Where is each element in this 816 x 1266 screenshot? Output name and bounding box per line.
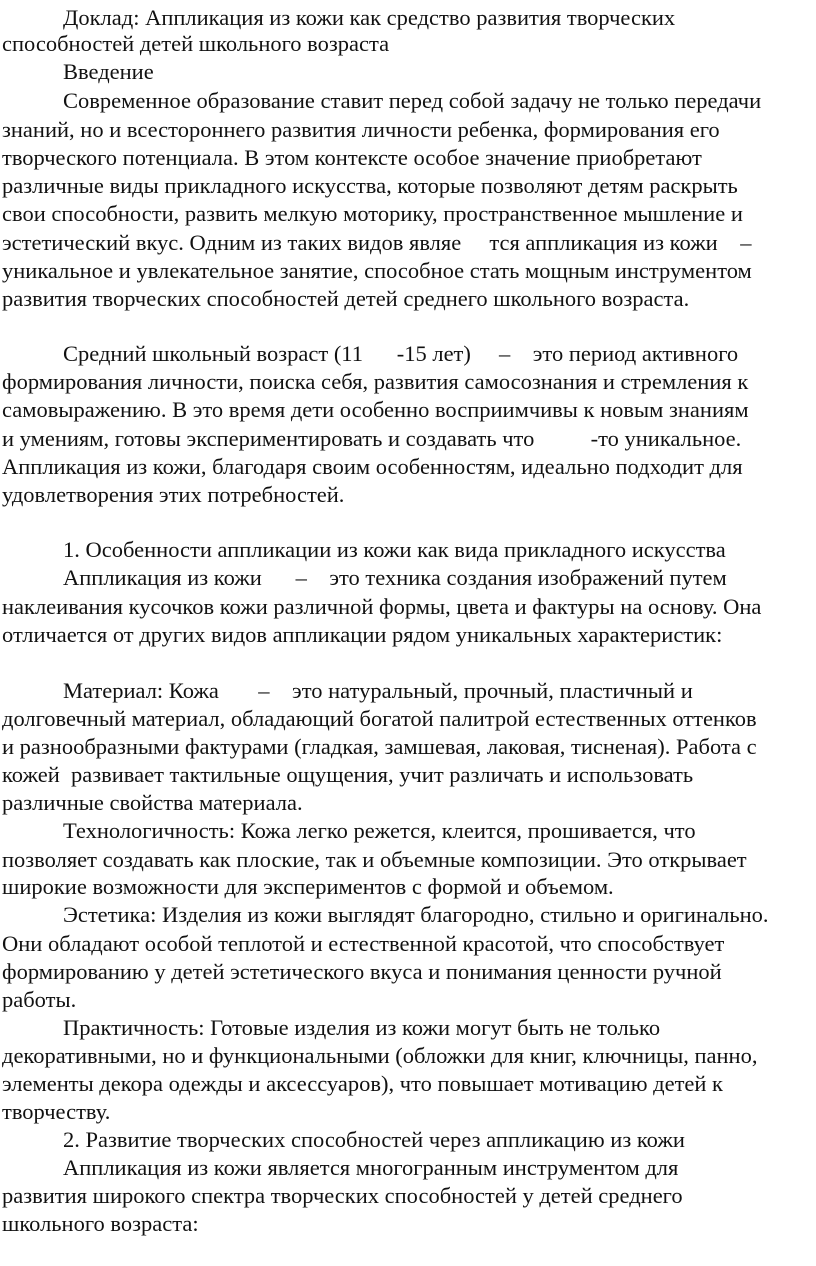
paragraph-line: Аппликация из кожи – это техника создания изображений путем: [63, 565, 727, 590]
paragraph-line: отличается от других видов аппликации рядом уникальных характеристик:: [2, 622, 723, 647]
paragraph-line: наклеивания кусочков кожи различной формы, цвета и фактуры на основу. Она: [2, 594, 762, 619]
list-item-line: широкие возможности для экспериментов с формой и объемом.: [2, 874, 614, 899]
section-heading: 2. Развитие творческих способностей через аппликацию из кожи: [63, 1127, 685, 1152]
section-heading: Введение: [63, 59, 154, 84]
paragraph-line: Аппликация из кожи является многогранным инструментом для: [63, 1155, 679, 1180]
list-item-line: кожей развивает тактильные ощущения, учит различать и использовать: [2, 762, 694, 787]
title-line-1: Доклад: Аппликация из кожи как средство развития творческих: [63, 5, 676, 30]
list-item-line: и разнообразными фактурами (гладкая, замшевая, лаковая, тисненая). Работа с: [2, 734, 757, 759]
list-item-line: творчеству.: [2, 1099, 111, 1124]
paragraph-line: самовыражению. В это время дети особенно восприимчивы к новым знаниям: [2, 397, 749, 422]
title-line-2: способностей детей школьного возраста: [2, 31, 390, 56]
paragraph-line: знаний, но и всестороннего развития личности ребенка, формирования его: [2, 117, 720, 142]
paragraph-line: творческого потенциала. В этом контексте особое значение приобретают: [2, 145, 702, 170]
paragraph-line: Современное образование ставит перед собой задачу не только передачи: [63, 88, 762, 113]
list-item-line: позволяет создавать как плоские, так и объемные композиции. Это открывает: [2, 847, 747, 872]
paragraph-line: формирования личности, поиска себя, развития самосознания и стремления к: [2, 369, 749, 394]
list-item-line: Практичность: Готовые изделия из кожи могут быть не только: [63, 1015, 661, 1040]
list-item-line: Материал: Кожа – это натуральный, прочный, пластичный и: [63, 678, 693, 703]
list-item-line: Технологичность: Кожа легко режется, клеится, прошивается, что: [63, 818, 696, 843]
list-item-line: различные свойства материала.: [2, 790, 303, 815]
list-item-line: формированию у детей эстетического вкуса и понимания ценности ручной: [2, 959, 722, 984]
list-item-line: работы.: [2, 987, 77, 1012]
paragraph-line: Аппликация из кожи, благодаря своим особенностям, идеально подходит для: [2, 454, 743, 479]
paragraph-line: школьного возраста:: [2, 1211, 199, 1236]
list-item-line: декоративными, но и функциональными (обложки для книг, ключницы, панно,: [2, 1043, 758, 1068]
paragraph-line: развития широкого спектра творческих способностей у детей среднего: [2, 1183, 683, 1208]
paragraph-line: удовлетворения этих потребностей.: [2, 482, 345, 507]
paragraph-line: и умениям, готовы экспериментировать и создавать что -то уникальное.: [2, 426, 742, 451]
section-heading: 1. Особенности аппликации из кожи как вида прикладного искусства: [63, 537, 726, 562]
list-item-line: Они обладают особой теплотой и естественной красотой, что способствует: [2, 931, 725, 956]
paragraph-line: различные виды прикладного искусства, которые позволяют детям раскрыть: [2, 173, 738, 198]
paragraph-line: уникальное и увлекательное занятие, способное стать мощным инструментом: [2, 258, 752, 283]
list-item-line: долговечный материал, обладающий богатой палитрой естественных оттенков: [2, 706, 757, 731]
paragraph-line: свои способности, развить мелкую моторику, пространственное мышление и: [2, 201, 743, 226]
list-item-line: элементы декора одежды и аксессуаров), что повышает мотивацию детей к: [2, 1071, 723, 1096]
paragraph-line: развития творческих способностей детей среднего школьного возраста.: [2, 286, 690, 311]
paragraph-line: эстетический вкус. Одним из таких видов являе тся аппликация из кожи –: [2, 230, 752, 255]
paragraph-line: Средний школьный возраст (11 -15 лет) – это период активного: [63, 341, 739, 366]
list-item-line: Эстетика: Изделия из кожи выглядят благородно, стильно и оригинально.: [63, 902, 769, 927]
